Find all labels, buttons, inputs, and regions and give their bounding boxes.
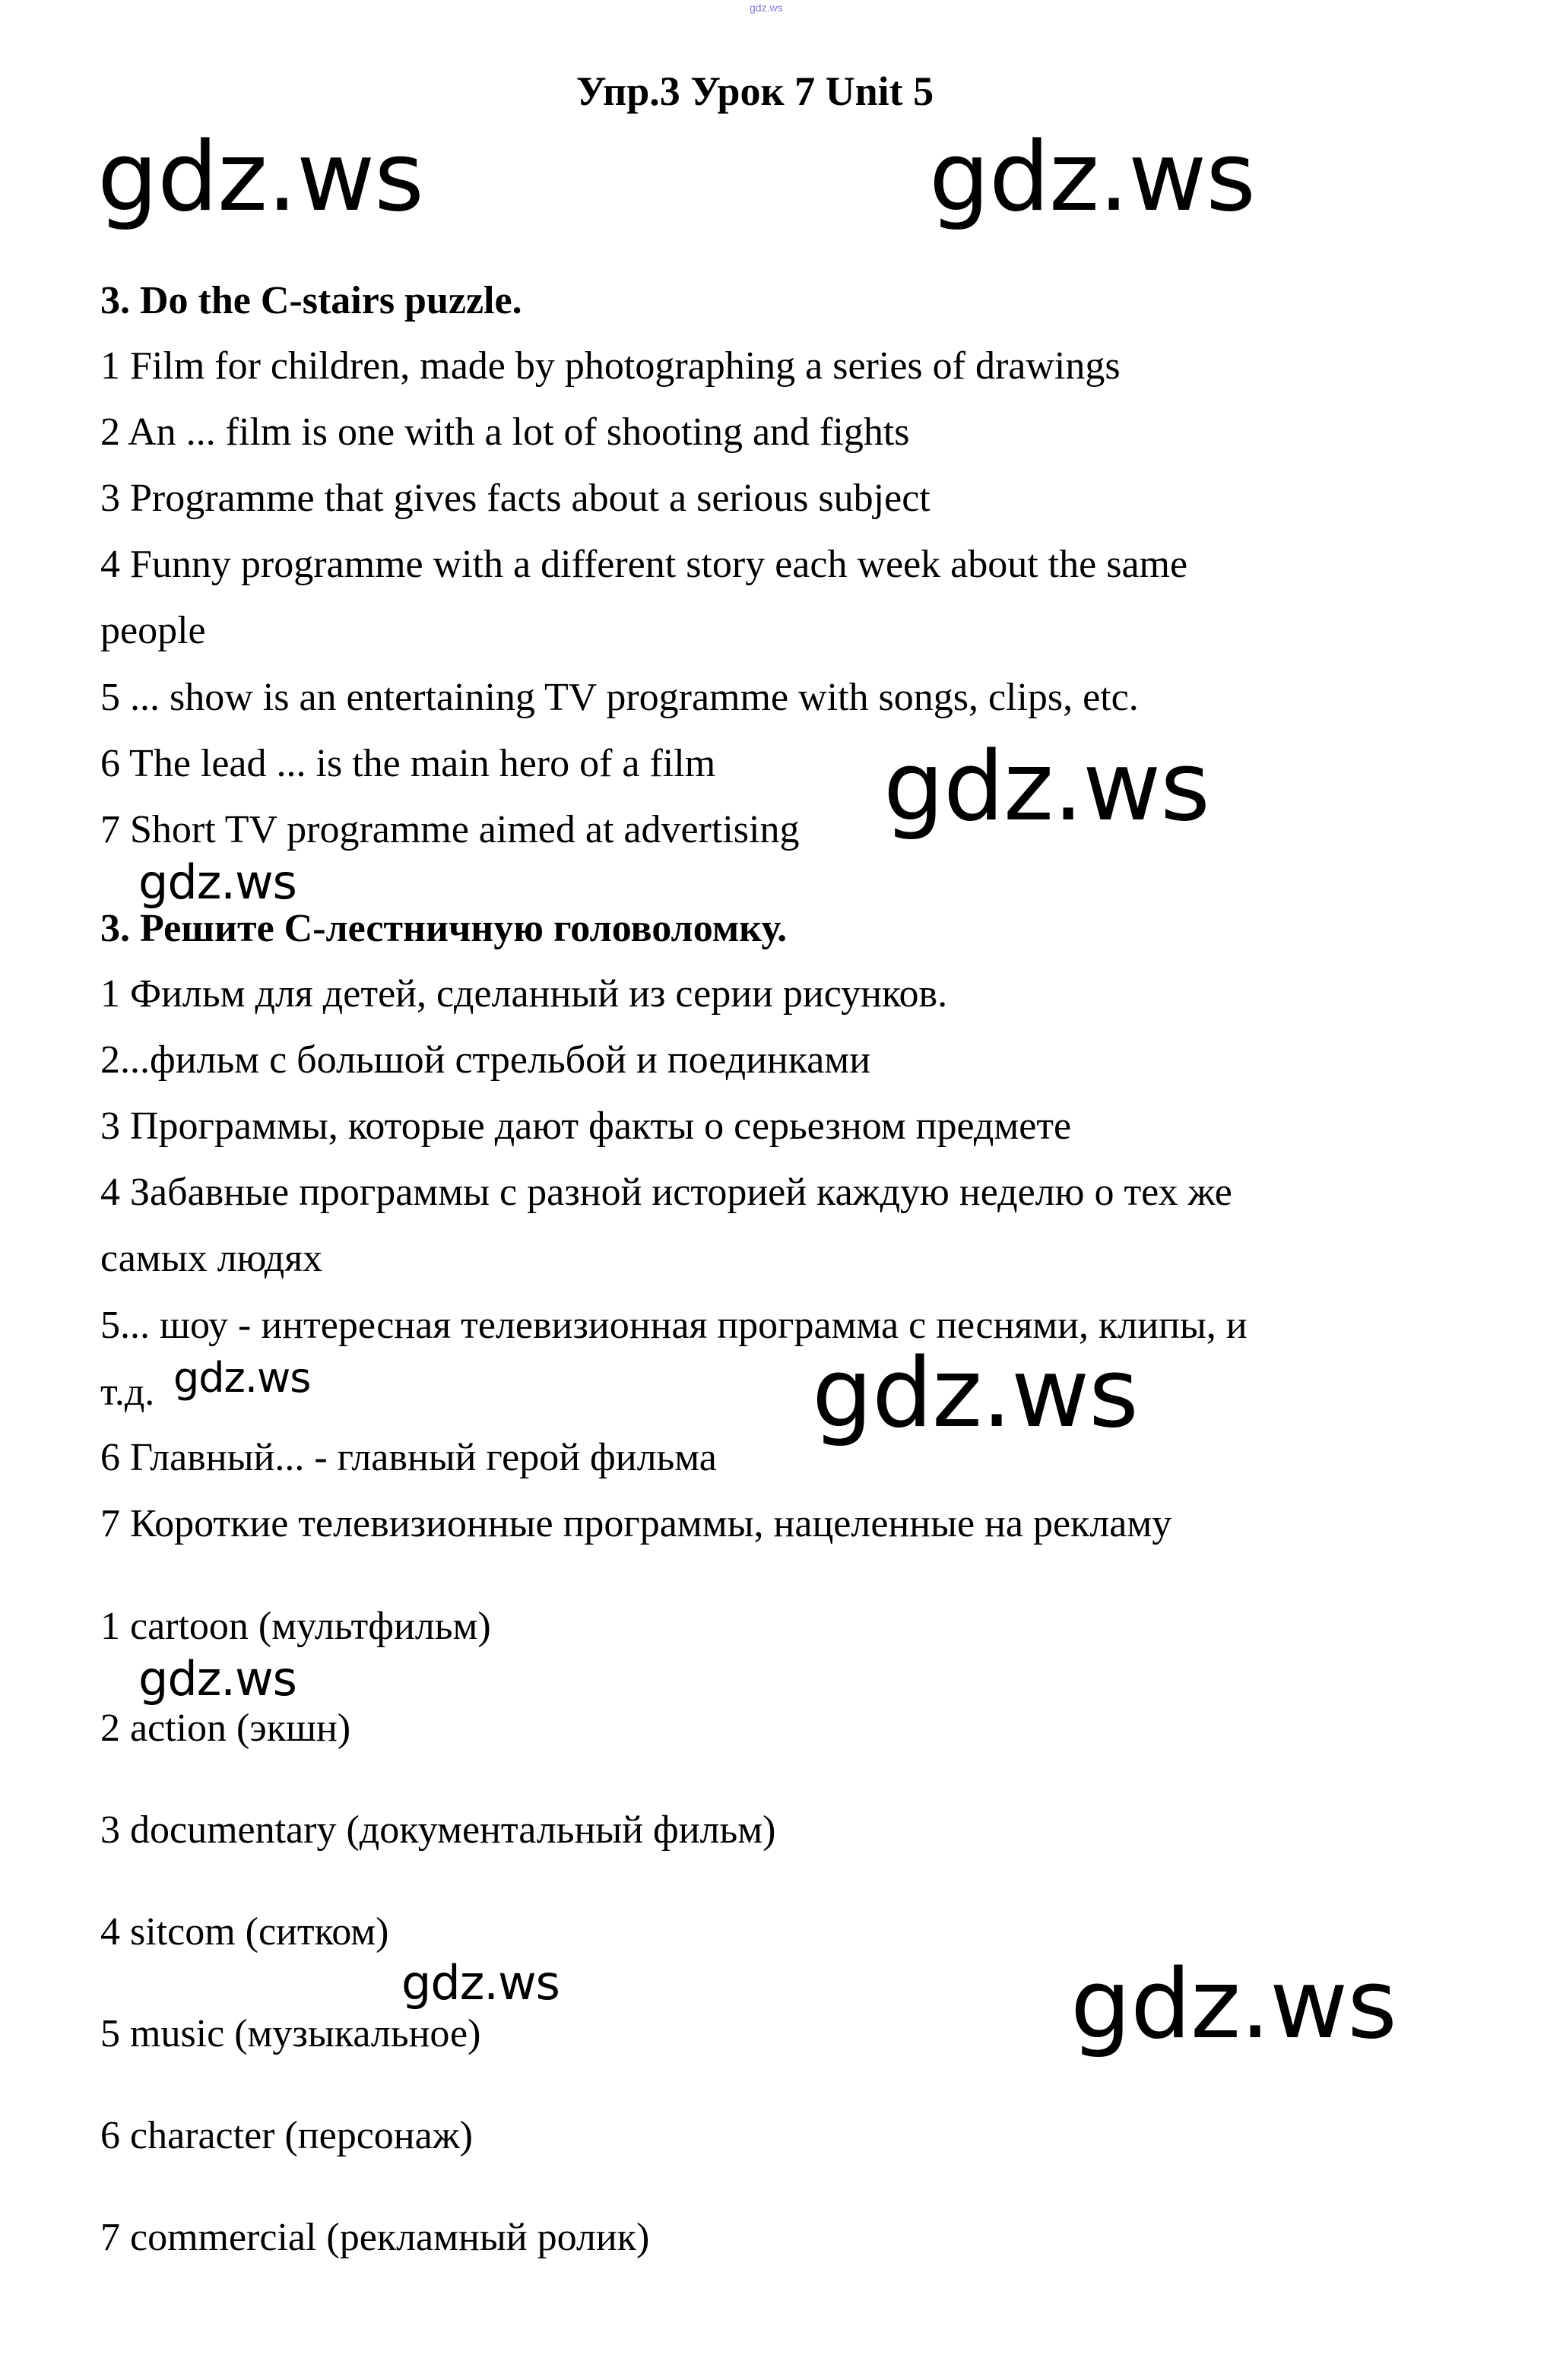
watermark-logo: gdz.ws [1070, 1948, 1397, 2060]
watermark-logo: gdz.ws [929, 121, 1255, 233]
english-line: 7 Short TV programme aimed at advertising [100, 808, 800, 851]
page-title: Упр.3 Урок 7 Unit 5 [575, 68, 934, 114]
russian-line: 1 Фильм для детей, сделанный из серии рисунков. [100, 972, 948, 1016]
top-watermark-mark: gdz.ws [750, 2, 783, 14]
answer-item: 6 character (персонаж) [100, 2114, 473, 2157]
russian-line: 4 Забавные программы с разной историей каждую неделю о тех же [100, 1171, 1232, 1214]
russian-line: 2...фильм с большой стрельбой и поединками [100, 1038, 871, 1082]
answer-item: 3 documentary (документальный фильм) [100, 1808, 776, 1852]
english-line: 6 The lead ... is the main hero of a film [100, 742, 716, 785]
watermark-logo: gdz.ws [812, 1337, 1138, 1449]
answer-item: 2 action (экшн) [100, 1707, 351, 1750]
exercise-heading-english: 3. Do the C-stairs puzzle. [100, 279, 522, 322]
watermark-logo: gdz.ws [97, 121, 423, 233]
english-line: 1 Film for children, made by photographing a series of drawings [100, 344, 1121, 388]
english-line: 3 Programme that gives facts about a serious subject [100, 477, 931, 520]
answer-item: 1 cartoon (мультфильм) [100, 1605, 491, 1648]
answer-item: 5 music (музыкальное) [100, 2012, 481, 2055]
english-line: 5 ... show is an entertaining TV programme with songs, clips, etc. [100, 676, 1139, 719]
watermark-logo: gdz.ws [401, 1955, 560, 2011]
answer-item: 7 commercial (рекламный ролик) [100, 2216, 650, 2259]
english-line: 4 Funny programme with a different story each week about the same [100, 543, 1188, 586]
watermark-logo: gdz.ws [173, 1354, 311, 1402]
russian-line: 7 Короткие телевизионные программы, нацеленные на рекламу [100, 1502, 1172, 1545]
english-line: people [100, 609, 206, 652]
russian-line: 3 Программы, которые дают факты о серьезном предмете [100, 1104, 1072, 1148]
russian-line: самых людях [100, 1237, 323, 1280]
watermark-logo: gdz.ws [883, 730, 1210, 842]
english-line: 2 An ... film is one with a lot of shooting and fights [100, 410, 910, 454]
watermark-logo: gdz.ws [138, 854, 296, 910]
exercise-heading-russian: 3. Решите С-лестничную головоломку. [100, 907, 788, 950]
russian-line: 6 Главный... - главный герой фильма [100, 1436, 717, 1479]
russian-line: т.д. [100, 1371, 155, 1414]
watermark-logo: gdz.ws [138, 1651, 296, 1707]
russian-line: 5... шоу - интересная телевизионная программа с песнями, клипы, и [100, 1304, 1248, 1347]
answer-item: 4 sitcom (ситком) [100, 1910, 389, 1954]
